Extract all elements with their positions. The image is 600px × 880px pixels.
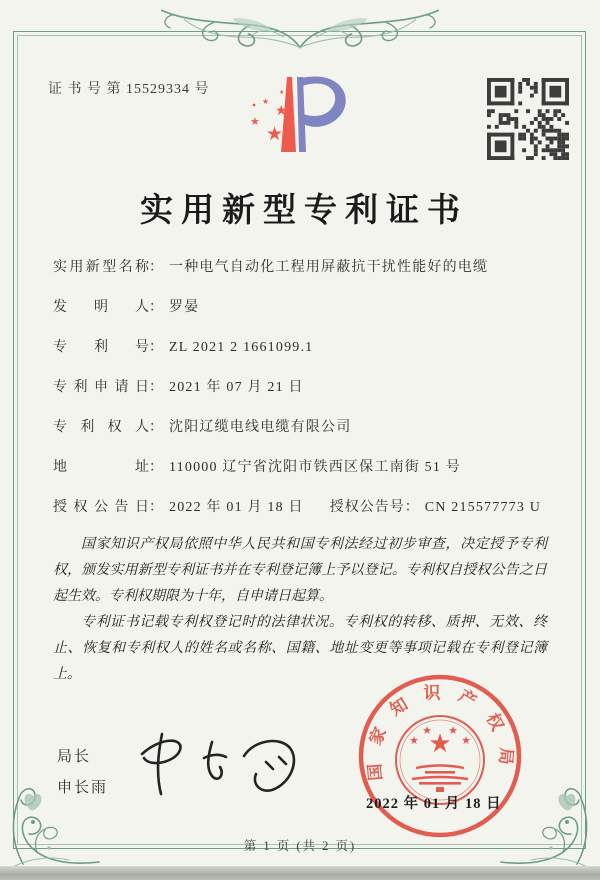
field-value: ZL 2021 2 1661099.1: [169, 340, 314, 355]
svg-text:★: ★: [422, 724, 432, 737]
field-value: 110000 辽宁省沈阳市铁西区保工南街 51 号: [169, 460, 461, 475]
field-colon: ：: [149, 420, 163, 435]
scan-edge-shadow: [0, 866, 600, 880]
svg-text:★: ★: [461, 734, 471, 747]
svg-text:★: ★: [266, 123, 284, 145]
field-row-filing-date: [53, 376, 547, 395]
director-signature-icon: [128, 726, 323, 810]
field-colon: ：: [149, 300, 163, 315]
signer-name: 申长雨: [57, 780, 109, 796]
seal-date: 2022 年 01 月 18 日: [366, 796, 502, 812]
official-seal-icon: [356, 672, 524, 840]
fields-block: [53, 256, 547, 536]
svg-text:★: ★: [262, 97, 270, 106]
svg-text:★: ★: [409, 734, 419, 747]
certificate-title: 实用新型专利证书: [140, 193, 468, 229]
field-row-grant: [53, 496, 547, 515]
signer-title: 局长: [57, 749, 92, 765]
qr-code-icon: [487, 78, 569, 160]
page-number: 第 1 页 (共 2 页): [243, 839, 357, 853]
legal-paragraph-1: 国家知识产权局依照中华人民共和国专利法经过初步审查，决定授予专利权，颁发实用新型专利证书并在专利登记簿上予以登记。专利权自授权公告之日起生效。专利权期限为十年，自申请日起算。: [53, 537, 547, 605]
field-label: 发明人: [53, 300, 149, 315]
legal-paragraph-2: 专利证书记载专利权登记时的法律状况。专利权的转移、质押、无效、终止、恢复和专利权人的姓名或名称、国籍、地址变更等事项记载在专利登记簿上。: [53, 615, 547, 683]
field-colon: ：: [149, 460, 163, 475]
cnipa-logo-icon: [238, 70, 362, 164]
field-row-inventor: [53, 296, 547, 315]
certificate-number: 证 书 号 第 15529334 号: [48, 82, 210, 97]
field-value: 罗晏: [169, 300, 200, 315]
field-colon: ：: [149, 380, 163, 395]
field-label: 地址: [53, 460, 149, 475]
svg-text:★: ★: [279, 89, 285, 96]
field-label: 授权公告号: [329, 500, 405, 515]
field-colon: ：: [404, 500, 419, 515]
field-row-patentee: [53, 416, 547, 435]
field-value: CN 215577773 U: [424, 500, 542, 515]
seal-ring-text: 国家知识产权局: [363, 683, 517, 782]
svg-text:★: ★: [428, 729, 452, 759]
field-value: 一种电气自动化工程用屏蔽抗干扰性能好的电缆: [169, 260, 489, 275]
field-colon: ：: [149, 500, 163, 515]
svg-text:★: ★: [250, 115, 260, 128]
field-row-address: [53, 456, 547, 475]
field-label: 专利号: [53, 340, 149, 355]
field-label: 专利权人: [53, 420, 149, 435]
field-value: 2021 年 07 月 21 日: [169, 380, 304, 395]
field-label: 实用新型名称: [53, 260, 149, 275]
field-label: 专利申请日: [53, 380, 149, 395]
field-row-utility-model-name: [53, 256, 547, 275]
field-row-patent-number: [53, 336, 547, 355]
legal-text-block: [53, 532, 547, 688]
svg-text:★: ★: [448, 724, 458, 737]
national-emblem-icon: [396, 716, 484, 804]
top-flourish-ornament: [135, 2, 465, 60]
field-label: 授权公告日: [53, 500, 149, 515]
svg-text:★: ★: [275, 103, 288, 119]
field-value: 2022 年 01 月 18 日: [169, 500, 304, 515]
field-colon: ：: [149, 260, 163, 275]
field-value: 沈阳辽缆电线电缆有限公司: [169, 420, 352, 435]
field-colon: ：: [149, 340, 163, 355]
